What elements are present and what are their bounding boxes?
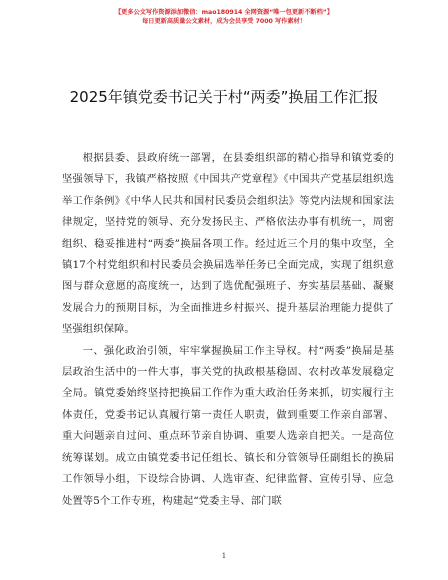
promo-banner-line-2: 每日更新高质量公文素材，成为会员享受 7000 写作素材！ [142, 18, 306, 25]
promo-banner [0, 8, 448, 26]
document-body [62, 148, 394, 512]
paragraph-intro: 根据县委、县政府统一部署，在县委组织部的精心指导和镇党委的坚强领导下，我镇严格按照《中国共产党章程》《中国共产党基层组织选举工作条例》《中华人民共和国村民委员会组织法》等党内法规和国家法律规定，坚持党的领导、充分发扬民主、严格依法办事有机统一，周密组织、稳妥推进村“两委”换届各项工作。经过近三个月的集中攻坚，全镇17个村党组织和村民委员会换届选举任务已全面完成，实现了组织意图与群众意愿的高度统一，达到了选优配强班子、夯实基层基础、凝聚发展合力的预期目标，为全面推进乡村振兴、提升基层治理能力提供了坚强组织保障。 [62, 152, 394, 336]
page-number: 1 [221, 552, 227, 560]
document-title: 2025年镇党委书记关于村“两委”换届工作汇报 [69, 88, 379, 106]
paragraph-section-1: 一、强化政治引领，牢牢掌握换届工作主导权。村“两委”换届是基层政治生活中的一件大事，事关党的执政根基稳固、农村改革发展稳定全局。镇党委始终坚持把换届工作作为重大政治任务来抓，切实履行主体责任，党委书记认真履行第一责任人职责，做到重要工作亲自部署、重大问题亲自过问、重点环节亲自协调、重要人选亲自把关。一是高位统筹谋划。成立由镇党委书记任组长、镇长和分管领导任副组长的换届工作领导小组，下设综合协调、人选审查、纪律监督、宣传引导、应急处置等5个工作专班，构建起“党委主导、部门联 [62, 344, 394, 507]
promo-banner-line-1: 【更多公文写作资源添加微信：mao180914 全网资源“唯一包更新不断档”】 [114, 9, 334, 16]
